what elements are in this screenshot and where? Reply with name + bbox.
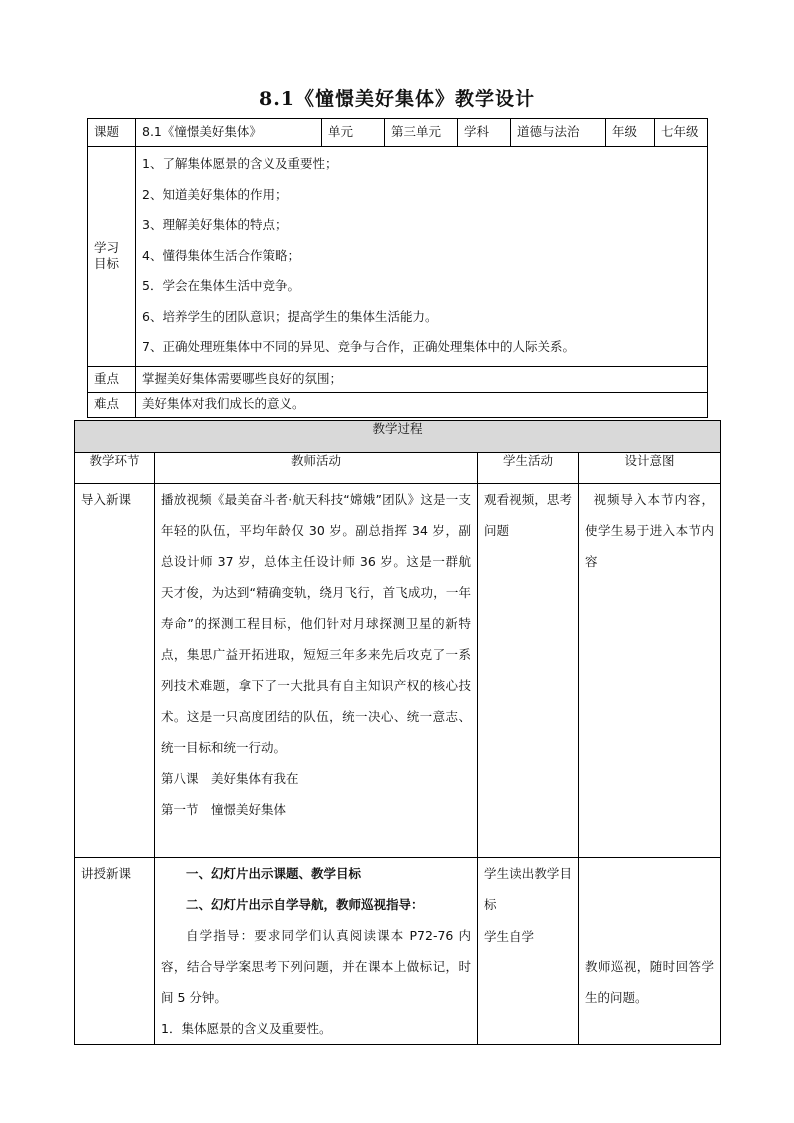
column-header-stage: 教学环节: [75, 453, 155, 484]
grade-value: 七年级: [655, 119, 708, 147]
lesson-title-line: 第八课 美好集体有我在: [161, 771, 299, 786]
student-activity-1: 学生读出教学目标: [484, 866, 572, 912]
design-intent-text: 视频导入本节内容，使学生易于进入本节内容: [585, 492, 715, 569]
teacher-paragraph: 自学指导：要求同学们认真阅读课本 P72-76 内容，结合导学案思考下列问题，并在课本上做标记，时间 5 分钟。: [161, 928, 471, 1005]
goals-label: [88, 147, 136, 367]
process-row-intro: [75, 484, 721, 858]
subject-value: 道德与法治: [511, 119, 606, 147]
design-intent-text: 教师巡视，随时回答学生的问题。: [585, 959, 715, 1005]
key-point-label: 重点: [88, 366, 136, 392]
difficulty-label: 难点: [88, 392, 136, 417]
unit-label: 单元: [322, 119, 385, 147]
teacher-paragraph: 播放视频《最美奋斗者·航天科技“嫦娥”团队》这是一支年轻的队伍，平均年龄仅 30 岁。副总指挥 34 岁，副总设计师 37 岁，总体主任设计师 36 岁。这是一群航天才俊，为达到“精确变轨，绕月飞行，首飞成功，一年寿命”的探测工程目标，他们针对月球探测卫星的新特点，集思广益开拓进取，短短三年多来先后攻克了一系列技术难题，拿下了一大批具有自主知识产权的核心技术。这是一只高度团结的队伍，统一决心、统一意志、统一目标和统一行动。: [161, 492, 471, 755]
process-table: [74, 420, 721, 1045]
stage-cell: 讲授新课: [75, 858, 155, 1045]
course-label: 课题: [88, 119, 136, 147]
info-header-row: [88, 119, 708, 147]
goal-item: 2、知道美好集体的作用；: [142, 186, 288, 202]
process-column-headers: [75, 453, 721, 484]
key-point-row: [88, 366, 708, 392]
course-value: 8.1《憧憬美好集体》: [136, 119, 322, 147]
goals-row: [88, 147, 708, 367]
teacher-activity-cell: [155, 858, 478, 1045]
goals-list: [136, 147, 708, 367]
grade-label: 年级: [606, 119, 655, 147]
info-table: [87, 118, 708, 418]
process-heading: 教学过程: [75, 421, 721, 453]
goal-item: 4、懂得集体生活合作策略；: [142, 247, 300, 263]
goal-item: 7、正确处理班集体中不同的异见、竞争与合作，正确处理集体中的人际关系。: [142, 339, 575, 354]
difficulty-row: [88, 392, 708, 417]
stage-cell: 导入新课: [75, 484, 155, 858]
student-activity-2: 学生自学: [484, 929, 535, 944]
process-heading-row: [75, 421, 721, 453]
column-header-student: 学生活动: [478, 453, 579, 484]
goals-label-line2: 目标: [94, 256, 120, 272]
goal-item: 3、理解美好集体的特点；: [142, 217, 288, 232]
goals-label-line1: 学习: [94, 240, 120, 255]
goal-item: 1、了解集体愿景的含义及重要性；: [142, 156, 338, 171]
student-activity-cell: [478, 858, 579, 1045]
document-title: 8.1《憧憬美好集体》教学设计: [258, 88, 536, 110]
goal-item: 6、培养学生的团队意识；提高学生的集体生活能力。: [142, 308, 438, 324]
difficulty-value: 美好集体对我们成长的意义。: [136, 392, 708, 417]
design-intent-cell: [579, 484, 721, 858]
key-point-value: 掌握美好集体需要哪些良好的氛围；: [136, 366, 708, 392]
column-header-teacher: 教师活动: [155, 453, 478, 484]
teacher-heading-1: 一、幻灯片出示课题、教学目标: [186, 866, 362, 881]
teacher-item-1: 1．集体愿景的含义及重要性。: [161, 1021, 332, 1036]
teacher-activity-cell: [155, 484, 478, 858]
student-activity-cell: 观看视频，思考问题: [478, 484, 579, 858]
subject-label: 学科: [458, 119, 511, 147]
column-header-intent: 设计意图: [579, 453, 721, 484]
teacher-heading-2: 二、幻灯片出示自学导航，教师巡视指导：: [186, 897, 424, 912]
unit-value: 第三单元: [385, 119, 458, 147]
section-title-line: 第一节 憧憬美好集体: [161, 802, 287, 817]
process-row-teaching: [75, 858, 721, 1045]
goal-item: 5．学会在集体生活中竞争。: [142, 278, 300, 293]
design-intent-cell: [579, 858, 721, 1045]
